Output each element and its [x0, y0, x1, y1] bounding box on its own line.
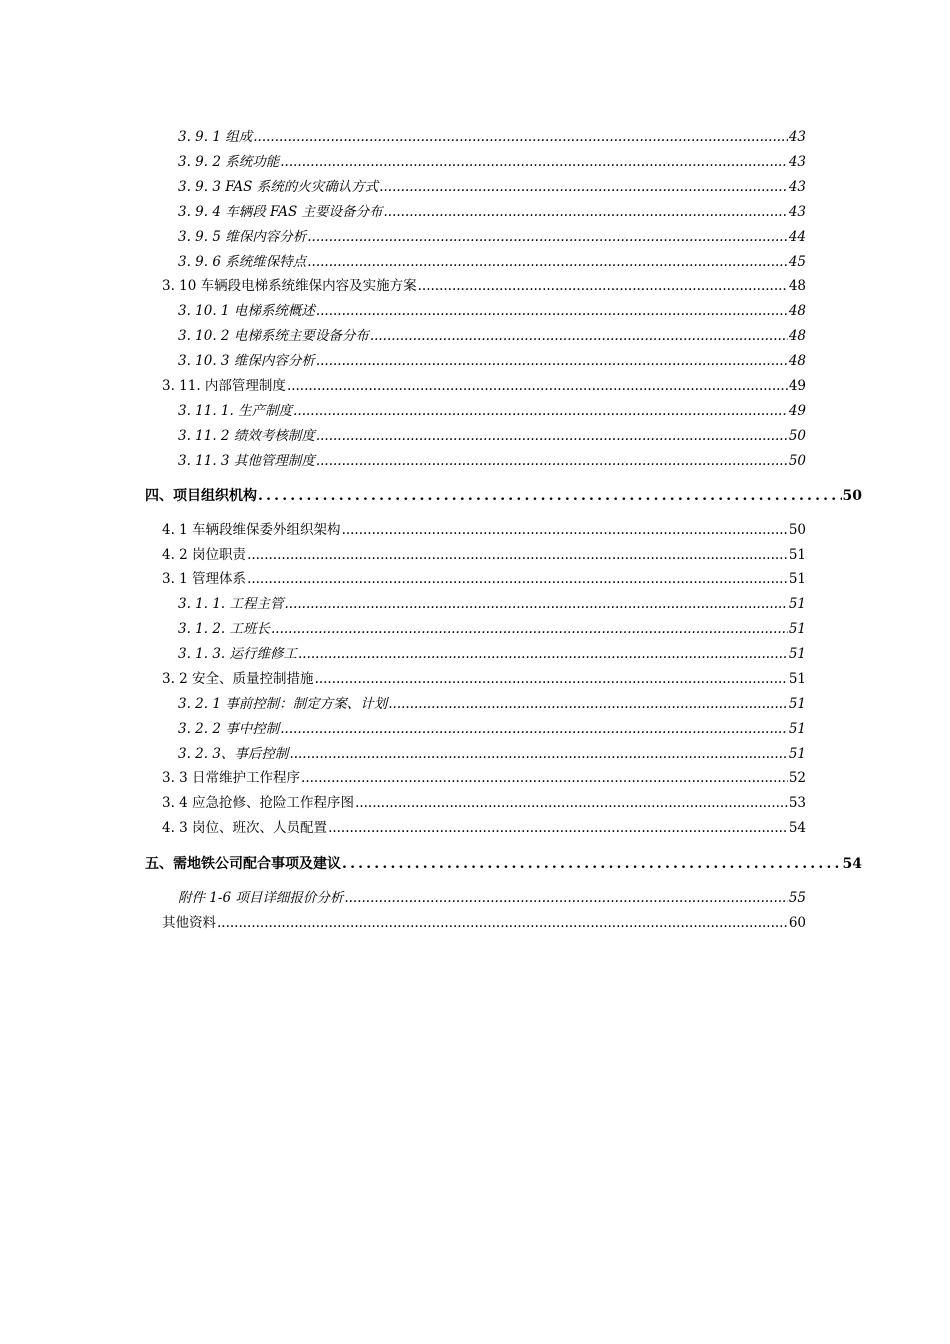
toc-entry[interactable]: [178, 402, 806, 420]
dot-leader: [316, 452, 788, 470]
dot-leader: [217, 914, 788, 932]
toc-entry-page: 48: [788, 303, 806, 319]
toc-entry-label: 3. 11. 2 绩效考核制度: [178, 428, 315, 444]
dot-leader: [418, 277, 788, 295]
toc-entry-page: 45: [788, 254, 806, 270]
toc-entry-page: 53: [788, 795, 806, 811]
toc-entry-page: 43: [788, 154, 806, 170]
toc-entry-page: 51: [788, 596, 806, 612]
toc-entry[interactable]: [178, 203, 806, 221]
dot-leader: [388, 695, 788, 713]
toc-entry-label: 3. 1. 3. 运行维修工: [178, 646, 298, 662]
toc-entry-page: 49: [788, 378, 806, 394]
toc-entry[interactable]: [178, 720, 806, 738]
toc-entry-label: 3. 10 车辆段电梯系统维保内容及实施方案: [162, 278, 417, 294]
toc-entry-page: 51: [788, 746, 806, 762]
toc-entry-page: 54: [842, 856, 862, 872]
dot-leader: [293, 402, 788, 420]
dot-leader: [370, 327, 788, 345]
toc-entry-page: 51: [788, 646, 806, 662]
dot-leader: [342, 521, 788, 539]
toc-entry[interactable]: [162, 670, 806, 688]
dot-leader: [301, 769, 788, 787]
toc-entry-label: 四、项目组织机构: [145, 488, 257, 504]
toc-entry-label: 3. 2. 2 事中控制: [178, 721, 280, 737]
dot-leader: [344, 889, 787, 907]
toc-entry-label: 其他资料: [162, 915, 216, 931]
toc-entry[interactable]: [178, 128, 806, 146]
toc-entry[interactable]: [178, 427, 806, 445]
toc-entry-label: 3. 4 应急抢修、抢险工作程序图: [162, 795, 355, 811]
toc-entry[interactable]: [178, 595, 806, 613]
toc-entry-label: 3. 10. 3 维保内容分析: [178, 353, 315, 369]
toc-entry[interactable]: [178, 620, 806, 638]
toc-entry-label: 3. 11. 3 其他管理制度: [178, 453, 315, 469]
toc-entry[interactable]: [162, 794, 806, 812]
toc-entry-label: 3. 9. 1 组成: [178, 129, 253, 145]
dot-leader: [253, 128, 788, 146]
dot-leader: [289, 745, 787, 763]
toc-entry-page: 51: [788, 696, 806, 712]
toc-entry-page: 50: [788, 428, 806, 444]
toc-entry-page: 50: [842, 488, 862, 504]
dot-leader: [307, 253, 788, 271]
toc-entry-label: 4. 2 岗位职责: [162, 547, 247, 563]
dot-leader: [271, 620, 788, 638]
toc-chapter[interactable]: [145, 487, 862, 505]
toc-entry[interactable]: [178, 452, 806, 470]
toc-entry-page: 51: [788, 671, 806, 687]
dot-leader: [384, 203, 788, 221]
toc-entry-label: 3. 11. 1. 生产制度: [178, 403, 293, 419]
toc-entry-label: 3. 9. 5 维保内容分析: [178, 229, 307, 245]
toc-entry[interactable]: [162, 377, 806, 395]
toc-entry-page: 44: [788, 229, 806, 245]
toc-entry[interactable]: [162, 769, 806, 787]
dot-leader: [298, 645, 788, 663]
toc-entry-label: 3. 2. 3、事后控制: [178, 746, 289, 762]
toc-entry-label: 3. 9. 2 系统功能: [178, 154, 280, 170]
dot-leader: [328, 819, 788, 837]
dot-leader: [258, 487, 842, 505]
dot-leader: [316, 352, 788, 370]
dot-leader: [285, 595, 788, 613]
dot-leader: [247, 546, 788, 564]
toc-entry-page: 51: [788, 547, 806, 563]
toc-entry-page: 55: [788, 890, 806, 906]
toc-entry[interactable]: [178, 889, 806, 907]
toc-entry[interactable]: [178, 153, 806, 171]
toc-entry-page: 49: [788, 403, 806, 419]
toc-entry-label: 4. 3 岗位、班次、人员配置: [162, 820, 328, 836]
toc-entry-page: 50: [788, 453, 806, 469]
dot-leader: [342, 855, 842, 873]
dot-leader: [247, 570, 788, 588]
toc-entry[interactable]: [162, 546, 806, 564]
toc-entry-label: 五、需地铁公司配合事项及建议: [145, 856, 341, 872]
toc-entry[interactable]: [178, 253, 806, 271]
toc-entry[interactable]: [162, 521, 806, 539]
dot-leader: [355, 794, 788, 812]
toc-entry-label: 3. 10. 2 电梯系统主要设备分布: [178, 328, 369, 344]
toc-entry-page: 48: [788, 328, 806, 344]
toc-entry[interactable]: [178, 645, 806, 663]
toc-entry[interactable]: [162, 570, 806, 588]
toc-entry-page: 52: [788, 770, 806, 786]
toc-entry-page: 43: [788, 204, 806, 220]
toc-entry-label: 4. 1 车辆段维保委外组织架构: [162, 522, 341, 538]
toc-entry[interactable]: [178, 695, 806, 713]
toc-entry-label: 3. 2. 1 事前控制：制定方案、计划: [178, 696, 388, 712]
dot-leader: [280, 153, 788, 171]
dot-leader: [379, 178, 788, 196]
toc-entry-page: 51: [788, 721, 806, 737]
toc-entry[interactable]: [178, 352, 806, 370]
dot-leader: [315, 670, 788, 688]
toc-entry-page: 50: [788, 522, 806, 538]
toc-entry-label: 3. 10. 1 电梯系统概述: [178, 303, 315, 319]
toc-entry[interactable]: [162, 819, 806, 837]
dot-leader: [316, 302, 788, 320]
toc-entry-label: 3. 1. 2. 工班长: [178, 621, 271, 637]
toc-entry[interactable]: [178, 745, 806, 763]
toc-entry[interactable]: [162, 914, 806, 932]
toc-entry[interactable]: [178, 327, 806, 345]
toc-entry[interactable]: [178, 302, 806, 320]
toc-entry-label: 3. 11. 内部管理制度: [162, 378, 286, 394]
toc-entry-label: 3. 9. 3 FAS 系统的火灾确认方式: [178, 179, 379, 195]
toc-entry[interactable]: [178, 228, 806, 246]
dot-leader: [316, 427, 788, 445]
toc-entry-page: 48: [788, 353, 806, 369]
toc-entry-label: 3. 2 安全、质量控制措施: [162, 671, 314, 687]
toc-chapter[interactable]: [145, 855, 862, 873]
dot-leader: [307, 228, 788, 246]
toc-entry-label: 3. 1. 1. 工程主管: [178, 596, 284, 612]
dot-leader: [280, 720, 788, 738]
toc-entry-page: 43: [788, 129, 806, 145]
toc-entry-label: 3. 9. 6 系统维保特点: [178, 254, 307, 270]
toc-entry-label: 3. 9. 4 车辆段 FAS 主要设备分布: [178, 204, 383, 220]
toc-entry[interactable]: [178, 178, 806, 196]
toc-entry-page: 51: [788, 621, 806, 637]
toc-entry-label: 3. 1 管理体系: [162, 571, 247, 587]
toc-entry-label: 3. 3 日常维护工作程序: [162, 770, 301, 786]
toc-entry-page: 60: [788, 915, 806, 931]
toc-entry-page: 48: [788, 278, 806, 294]
toc-entry-page: 54: [788, 820, 806, 836]
toc-entry-label: 附件 1-6 项目详细报价分析: [178, 890, 344, 906]
dot-leader: [287, 377, 788, 395]
toc-entry-page: 43: [788, 179, 806, 195]
toc-entry-page: 51: [788, 571, 806, 587]
toc-entry[interactable]: [162, 277, 806, 295]
